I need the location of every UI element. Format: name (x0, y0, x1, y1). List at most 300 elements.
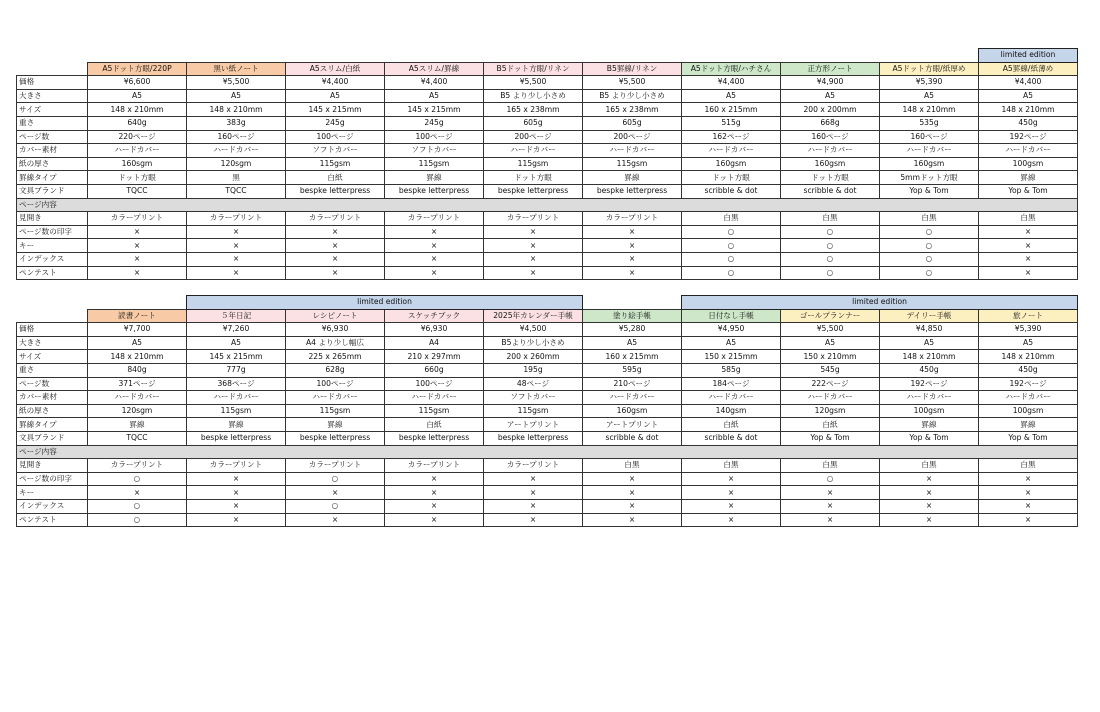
spec-cell: 160gsm (880, 157, 979, 171)
spec-cell: 160gsm (583, 404, 682, 418)
spec-cell: アートプリント (583, 418, 682, 432)
spec-cell: ハードカバー (682, 391, 781, 405)
content-cell: カラープリント (583, 212, 682, 226)
spec-cell: 220ページ (88, 130, 187, 144)
content-cell: カラープリント (187, 459, 286, 473)
product-name-header: A5スリム/罫線 (385, 62, 484, 76)
product-name-header: スケッチブック (385, 309, 484, 323)
content-cell: × (385, 486, 484, 500)
content-cell: ○ (880, 239, 979, 253)
row-label: 文具ブランド (17, 431, 88, 445)
spec-cell: ¥4,400 (286, 76, 385, 90)
content-cell: × (583, 266, 682, 280)
spec-cell: 160ページ (880, 130, 979, 144)
spec-cell: ソフトカバー (484, 391, 583, 405)
spec-cell: 罫線 (88, 418, 187, 432)
spec-cell: 100ページ (385, 130, 484, 144)
spec-cell: bespke letterpress (286, 184, 385, 198)
spec-cell: ¥6,600 (88, 76, 187, 90)
row-label: インデックス (17, 252, 88, 266)
blank-cell (17, 309, 88, 323)
content-cell: × (682, 513, 781, 527)
row-label: サイズ (17, 103, 88, 117)
spec-cell: 535g (880, 116, 979, 130)
content-cell: ○ (682, 225, 781, 239)
spec-cell: 160ページ (781, 130, 880, 144)
spec-row (17, 350, 1078, 364)
content-cell: × (484, 252, 583, 266)
spec-cell: A5 (682, 89, 781, 103)
product-header-row (17, 62, 1078, 76)
spec-cell: 罫線 (979, 418, 1078, 432)
spec-cell: A4 (385, 336, 484, 350)
spec-cell: 162ページ (682, 130, 781, 144)
product-name-header: B5ドット方眼/リネン (484, 62, 583, 76)
spec-cell: 罫線 (286, 418, 385, 432)
content-cell: × (385, 266, 484, 280)
content-cell: × (979, 266, 1078, 280)
spec-cell: ハードカバー (880, 144, 979, 158)
spec-cell: A5 (880, 89, 979, 103)
content-row (17, 266, 1078, 280)
content-cell: × (484, 499, 583, 513)
spec-cell: 5mmドット方眼 (880, 171, 979, 185)
content-cell: カラープリント (484, 212, 583, 226)
content-cell: × (583, 239, 682, 253)
content-cell: × (781, 499, 880, 513)
product-name-header: ゴールプランナー (781, 309, 880, 323)
row-label: カバー素材 (17, 391, 88, 405)
content-cell: カラープリント (385, 212, 484, 226)
spec-cell: ハードカバー (187, 144, 286, 158)
spec-cell: bespke letterpress (583, 184, 682, 198)
blank-cell (88, 296, 187, 310)
spec-cell: 140gsm (682, 404, 781, 418)
content-cell: × (88, 486, 187, 500)
content-cell: ○ (682, 266, 781, 280)
content-cell: × (187, 266, 286, 280)
spec-row (17, 391, 1078, 405)
spec-cell: ¥5,280 (583, 323, 682, 337)
spec-cell: 160 x 215mm (583, 350, 682, 364)
content-row (17, 499, 1078, 513)
row-label: 見開き (17, 459, 88, 473)
product-name-header: 正方形ノート (781, 62, 880, 76)
blank-cell (17, 62, 88, 76)
spec-cell: ハードカバー (286, 391, 385, 405)
spec-cell: 48ページ (484, 377, 583, 391)
product-name-header: 2025年カレンダー手帳 (484, 309, 583, 323)
content-cell: × (979, 486, 1078, 500)
spec-row (17, 377, 1078, 391)
spec-cell: 192ページ (979, 377, 1078, 391)
content-cell: カラープリント (286, 459, 385, 473)
content-cell: × (880, 513, 979, 527)
spec-cell: bespke letterpress (187, 431, 286, 445)
spec-cell: A5 (88, 89, 187, 103)
spec-cell: 200ページ (484, 130, 583, 144)
content-cell: × (385, 513, 484, 527)
spec-cell: 白紙 (286, 171, 385, 185)
banner-row (17, 296, 1078, 310)
notebook-comparison-table-2 (16, 295, 1078, 527)
content-cell: × (880, 486, 979, 500)
spec-cell: ドット方眼 (484, 171, 583, 185)
product-name-header: 日付なし手帳 (682, 309, 781, 323)
content-cell: × (286, 513, 385, 527)
content-cell: 白黒 (682, 459, 781, 473)
content-cell: × (385, 239, 484, 253)
spec-cell: 罫線 (583, 171, 682, 185)
product-name-header: デイリー手帳 (880, 309, 979, 323)
spec-cell: ハードカバー (187, 391, 286, 405)
spec-cell: ¥4,950 (682, 323, 781, 337)
content-cell: × (88, 239, 187, 253)
spec-cell: bespke letterpress (286, 431, 385, 445)
spec-cell: 白紙 (385, 418, 484, 432)
spec-cell: ¥7,700 (88, 323, 187, 337)
content-cell: × (979, 239, 1078, 253)
spec-cell: A4 より少し幅広 (286, 336, 385, 350)
spec-cell: アートプリント (484, 418, 583, 432)
spec-cell: ¥5,390 (880, 76, 979, 90)
spec-cell: ¥7,260 (187, 323, 286, 337)
row-label: 価格 (17, 323, 88, 337)
content-cell: × (583, 486, 682, 500)
content-row (17, 513, 1078, 527)
spec-cell: 210 x 297mm (385, 350, 484, 364)
row-label: 罫線タイプ (17, 418, 88, 432)
content-cell: カラープリント (484, 459, 583, 473)
spec-cell: A5 (880, 336, 979, 350)
spec-cell: 白紙 (781, 418, 880, 432)
product-name-header: 旅ノート (979, 309, 1078, 323)
content-cell: × (682, 486, 781, 500)
spec-cell: Yop & Tom (880, 184, 979, 198)
content-row (17, 212, 1078, 226)
spec-row (17, 323, 1078, 337)
content-cell: カラープリント (88, 212, 187, 226)
content-cell: × (187, 513, 286, 527)
content-cell: × (187, 486, 286, 500)
spec-cell: ハードカバー (583, 144, 682, 158)
spec-cell: 115gsm (385, 404, 484, 418)
spec-cell: 罫線 (385, 171, 484, 185)
spec-cell: ¥4,400 (979, 76, 1078, 90)
spec-cell: 245g (286, 116, 385, 130)
spec-cell: 100ページ (286, 377, 385, 391)
content-cell: × (484, 239, 583, 253)
spec-cell: 罫線 (880, 418, 979, 432)
spec-cell: ハードカバー (682, 144, 781, 158)
content-cell: カラープリント (385, 459, 484, 473)
content-cell: × (682, 472, 781, 486)
content-cell: 白黒 (682, 212, 781, 226)
spec-cell: 120sgm (187, 157, 286, 171)
content-cell: ○ (781, 252, 880, 266)
row-label: キー (17, 239, 88, 253)
spec-cell: 148 x 210mm (88, 350, 187, 364)
spec-cell: 160gsm (682, 157, 781, 171)
spec-cell: 148 x 210mm (979, 103, 1078, 117)
content-cell: × (286, 266, 385, 280)
spec-cell: bespke letterpress (385, 431, 484, 445)
row-label: ページ数の印字 (17, 472, 88, 486)
content-cell: ○ (781, 239, 880, 253)
spec-cell: 245g (385, 116, 484, 130)
spec-row (17, 404, 1078, 418)
product-name-header: A5スリム/白紙 (286, 62, 385, 76)
spec-cell: 148 x 210mm (880, 103, 979, 117)
content-cell: ○ (880, 225, 979, 239)
spec-row (17, 363, 1078, 377)
spec-cell: 200ページ (583, 130, 682, 144)
spec-cell: 450g (979, 116, 1078, 130)
row-label: カバー素材 (17, 144, 88, 158)
spec-cell: 640g (88, 116, 187, 130)
content-cell: × (88, 225, 187, 239)
spec-cell: 192ページ (979, 130, 1078, 144)
spec-cell: 115gsm (286, 404, 385, 418)
content-cell: × (583, 513, 682, 527)
spec-cell: 225 x 265mm (286, 350, 385, 364)
spec-cell: ドット方眼 (781, 171, 880, 185)
content-cell: × (187, 499, 286, 513)
spec-cell: 210ページ (583, 377, 682, 391)
spec-cell: 148 x 210mm (979, 350, 1078, 364)
content-cell: × (286, 225, 385, 239)
spec-cell: 660g (385, 363, 484, 377)
content-cell: ○ (286, 499, 385, 513)
row-label: ペンテスト (17, 266, 88, 280)
spec-cell: A5 (88, 336, 187, 350)
content-cell: × (286, 239, 385, 253)
content-cell: ○ (880, 252, 979, 266)
spec-cell: ¥6,930 (286, 323, 385, 337)
product-name-header: レシピノート (286, 309, 385, 323)
row-label: 重さ (17, 116, 88, 130)
blank-cell (583, 296, 682, 310)
content-cell: ○ (88, 513, 187, 527)
content-cell: ○ (88, 472, 187, 486)
product-name-header: 読書ノート (88, 309, 187, 323)
blank-cell (17, 296, 88, 310)
content-cell: × (385, 472, 484, 486)
spec-cell: scribble & dot (781, 184, 880, 198)
spec-row (17, 116, 1078, 130)
spec-cell: 145 x 215mm (385, 103, 484, 117)
spec-cell: ¥4,850 (880, 323, 979, 337)
spec-cell: Yop & Tom (979, 431, 1078, 445)
row-label: 重さ (17, 363, 88, 377)
content-cell: ○ (286, 472, 385, 486)
content-cell: × (187, 225, 286, 239)
content-cell: ○ (781, 225, 880, 239)
spec-cell: 100gsm (880, 404, 979, 418)
spec-cell: 145 x 215mm (187, 350, 286, 364)
spec-row (17, 184, 1078, 198)
spec-cell: 148 x 210mm (880, 350, 979, 364)
content-cell: × (187, 239, 286, 253)
product-name-header: ５年日記 (187, 309, 286, 323)
spec-cell: ハードカバー (979, 144, 1078, 158)
blank-cell (17, 49, 88, 63)
notebook-comparison-table-1 (16, 48, 1078, 280)
spec-cell: A5 (682, 336, 781, 350)
spec-cell: 545g (781, 363, 880, 377)
spec-cell: 罫線 (187, 418, 286, 432)
content-cell: × (484, 266, 583, 280)
content-cell: 白黒 (781, 212, 880, 226)
spec-cell: ドット方眼 (682, 171, 781, 185)
spec-cell: A5 (187, 336, 286, 350)
spec-cell: 115gsm (385, 157, 484, 171)
spec-cell: 165 x 238mm (583, 103, 682, 117)
product-name-header: A5ドット方眼/紙厚め (880, 62, 979, 76)
content-cell: × (979, 472, 1078, 486)
spec-cell: A5 (781, 336, 880, 350)
spec-cell: Yop & Tom (979, 184, 1078, 198)
spec-cell: ソフトカバー (385, 144, 484, 158)
spec-cell: B5 より少し小さめ (484, 89, 583, 103)
content-cell: × (583, 499, 682, 513)
content-cell: 白黒 (583, 459, 682, 473)
spec-cell: ハードカバー (484, 144, 583, 158)
spec-cell: 150 x 210mm (781, 350, 880, 364)
content-cell: × (484, 225, 583, 239)
spec-row (17, 89, 1078, 103)
spec-row (17, 171, 1078, 185)
spec-cell: A5 (187, 89, 286, 103)
spec-cell: A5 (385, 89, 484, 103)
spec-cell: 450g (979, 363, 1078, 377)
content-cell: × (88, 252, 187, 266)
spec-cell: 450g (880, 363, 979, 377)
spec-cell: 148 x 210mm (88, 103, 187, 117)
content-cell: × (979, 513, 1078, 527)
spec-cell: 383g (187, 116, 286, 130)
content-cell: カラープリント (88, 459, 187, 473)
content-cell: 白黒 (880, 212, 979, 226)
spec-row (17, 418, 1078, 432)
content-cell: ○ (781, 266, 880, 280)
spec-row (17, 130, 1078, 144)
spec-cell: 160 x 215mm (682, 103, 781, 117)
content-row (17, 472, 1078, 486)
limited-edition-banner: limited edition (682, 296, 1078, 310)
section-row (17, 198, 1078, 212)
spec-cell: 605g (484, 116, 583, 130)
row-label: 価格 (17, 76, 88, 90)
spec-cell: 840g (88, 363, 187, 377)
product-name-header: 黒い紙ノート (187, 62, 286, 76)
spec-cell: TQCC (88, 431, 187, 445)
row-label: インデックス (17, 499, 88, 513)
content-cell: × (484, 486, 583, 500)
spec-cell: 115gsm (187, 404, 286, 418)
spec-cell: 115gsm (484, 404, 583, 418)
content-cell: × (187, 472, 286, 486)
spec-cell: 100gsm (979, 404, 1078, 418)
section-label: ページ内容 (17, 198, 1078, 212)
content-cell: カラープリント (286, 212, 385, 226)
spec-cell: 165 x 238mm (484, 103, 583, 117)
content-cell: × (484, 513, 583, 527)
spec-cell: scribble & dot (682, 431, 781, 445)
spec-cell: ¥5,500 (484, 76, 583, 90)
content-row (17, 225, 1078, 239)
spec-cell: A5 (979, 89, 1078, 103)
spec-cell: 371ページ (88, 377, 187, 391)
product-name-header: A5ドット方眼/220P (88, 62, 187, 76)
content-cell: × (385, 499, 484, 513)
content-cell: × (286, 252, 385, 266)
spec-cell: ¥4,400 (385, 76, 484, 90)
row-label: ペンテスト (17, 513, 88, 527)
spec-cell: 184ページ (682, 377, 781, 391)
row-label: キー (17, 486, 88, 500)
content-cell: ○ (880, 266, 979, 280)
spec-cell: ハードカバー (385, 391, 484, 405)
spec-cell: ハードカバー (88, 391, 187, 405)
content-cell: × (979, 252, 1078, 266)
spec-cell: bespke letterpress (484, 184, 583, 198)
content-cell: × (979, 225, 1078, 239)
spec-cell: A5 (979, 336, 1078, 350)
content-cell: ○ (682, 239, 781, 253)
row-label: 大きさ (17, 336, 88, 350)
content-cell: ○ (682, 252, 781, 266)
product-name-header: A5罫線/紙薄め (979, 62, 1078, 76)
spec-cell: ¥5,500 (583, 76, 682, 90)
content-cell: × (781, 513, 880, 527)
product-name-header: B5罫線/リネン (583, 62, 682, 76)
spec-cell: 115gsm (484, 157, 583, 171)
spec-cell: 黒 (187, 171, 286, 185)
spec-cell: ハードカバー (583, 391, 682, 405)
content-cell: × (880, 499, 979, 513)
spec-cell: 115gsm (583, 157, 682, 171)
spec-cell: 160sgm (88, 157, 187, 171)
spec-cell: 100ページ (286, 130, 385, 144)
spec-cell: TQCC (187, 184, 286, 198)
spec-cell: ¥5,390 (979, 323, 1078, 337)
banner-row (17, 49, 1078, 63)
spec-cell: B5 より少し小さめ (583, 89, 682, 103)
spec-cell: 200 x 200mm (781, 103, 880, 117)
spec-cell: ¥4,900 (781, 76, 880, 90)
spec-cell: 白紙 (682, 418, 781, 432)
row-label: ページ数 (17, 377, 88, 391)
spec-cell: ドット方眼 (88, 171, 187, 185)
product-name-header: 塗り絵手帳 (583, 309, 682, 323)
spec-cell: 120gsm (781, 404, 880, 418)
spec-cell: ¥4,500 (484, 323, 583, 337)
spec-cell: ¥6,930 (385, 323, 484, 337)
limited-edition-banner: limited edition (979, 49, 1078, 63)
product-name-header: A5ドット方眼/ハチさん (682, 62, 781, 76)
spec-cell: 160ページ (187, 130, 286, 144)
spec-cell: 148 x 210mm (187, 103, 286, 117)
content-cell: 白黒 (781, 459, 880, 473)
spec-cell: scribble & dot (583, 431, 682, 445)
section-label: ページ内容 (17, 445, 1078, 459)
content-row (17, 239, 1078, 253)
content-cell: × (781, 486, 880, 500)
spec-cell: Yop & Tom (781, 431, 880, 445)
limited-edition-banner: limited edition (187, 296, 583, 310)
content-cell: × (385, 252, 484, 266)
